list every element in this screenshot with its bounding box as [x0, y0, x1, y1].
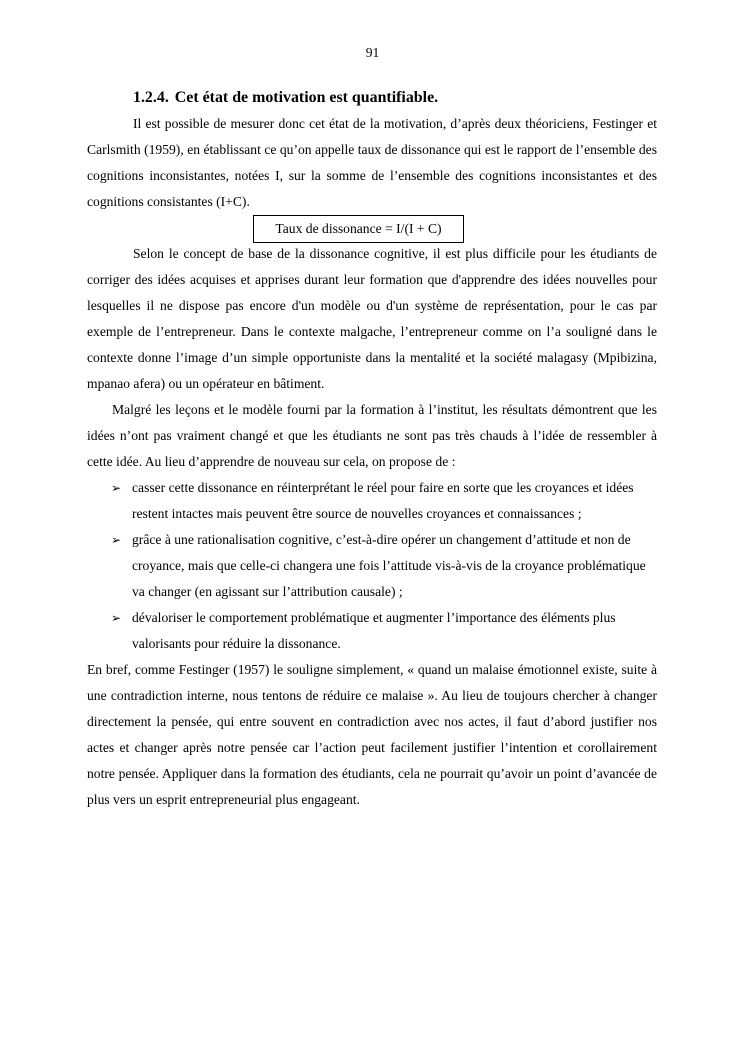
list-item-text: dévaloriser le comportement problématique et augmenter l’importance des éléments plus valorisants pour réduire la dissonance. — [132, 610, 616, 651]
arrow-bullet-icon: ➢ — [111, 481, 122, 495]
section-heading — [87, 85, 657, 111]
list-item — [87, 605, 657, 657]
page-number: 91 — [365, 45, 380, 60]
paragraph-dissonance-rate: Il est possible de mesurer donc cet état de la motivation, d’après deux théoriciens, Festinger et Carlsmith (1959), en établissant ce qu’on appelle taux de dissonance qui est le rapport de l’ensemble des cognitions inconsistantes, notées I, sur la somme de l’ensemble des cognitions inconsistantes et des cognitions consistantes (I+C). — [87, 116, 657, 209]
section-number: 1.2.4. — [133, 89, 169, 106]
page-content — [87, 85, 657, 813]
list-item — [87, 475, 657, 527]
list-item-text: grâce à une rationalisation cognitive, c’est-à-dire opérer un changement d’attitude et non de croyance, mais que celle-ci changera une fois l’attitude vis-à-vis de la croyance problématique va changer (en agissant sur l’attribution causale) ; — [132, 532, 646, 599]
paragraph-cognitive-dissonance: Selon le concept de base de la dissonance cognitive, il est plus difficile pour les étudiants de corriger des idées acquises et apprises durant leur formation que d'apprendre des idées nouvelles pour lesquelles il ne dispose pas encore d'un modèle ou d'un système de représentation, pour le cas par exemple de l’entrepreneur. Dans le contexte malgache, l’entrepreneur comme on l’a souligné dans le contexte donne l’image d’un simple opportuniste dans la mentalité et la société malagasy (Mpibizina, mpanao afera) ou un opérateur en bâtiment. — [87, 246, 657, 391]
paragraph-conclusion: En bref, comme Festinger (1957) le souligne simplement, « quand un malaise émotionnel existe, suite à une contradiction interne, nous tentons de réduire ce malaise ». Au lieu de toujours chercher à changer directement la pensée, qui entre souvent en contradiction avec nos actes, il faut d’abord justifier nos actes et changer après notre pensée car l’action peut facilement justifier l’intention et corollairement notre pensée. Appliquer dans la formation des étudiants, cela ne pourrait qu’avoir un point d’avancée de plus vers un esprit entrepreneurial plus engageant. — [87, 662, 657, 807]
list-item-text: casser cette dissonance en réinterprétant le réel pour faire en sorte que les croyances et idées restent intactes mais peuvent être source de nouvelles croyances et connaissances ; — [132, 480, 634, 521]
list-item — [87, 527, 657, 605]
proposal-list — [87, 475, 657, 657]
formula-row — [87, 215, 657, 241]
section-title: Cet état de motivation est quantifiable. — [174, 89, 439, 106]
formula-box: Taux de dissonance = I/(I + C) — [253, 215, 464, 243]
arrow-bullet-icon: ➢ — [111, 611, 122, 625]
paragraph-results: Malgré les leçons et le modèle fourni par la formation à l’institut, les résultats démontrent que les idées n’ont pas vraiment changé et que les étudiants ne sont pas très chauds à l’idée de ressembler à cette idée. Au lieu d’apprendre de nouveau sur cela, on propose de : — [87, 402, 657, 469]
arrow-bullet-icon: ➢ — [111, 533, 122, 547]
